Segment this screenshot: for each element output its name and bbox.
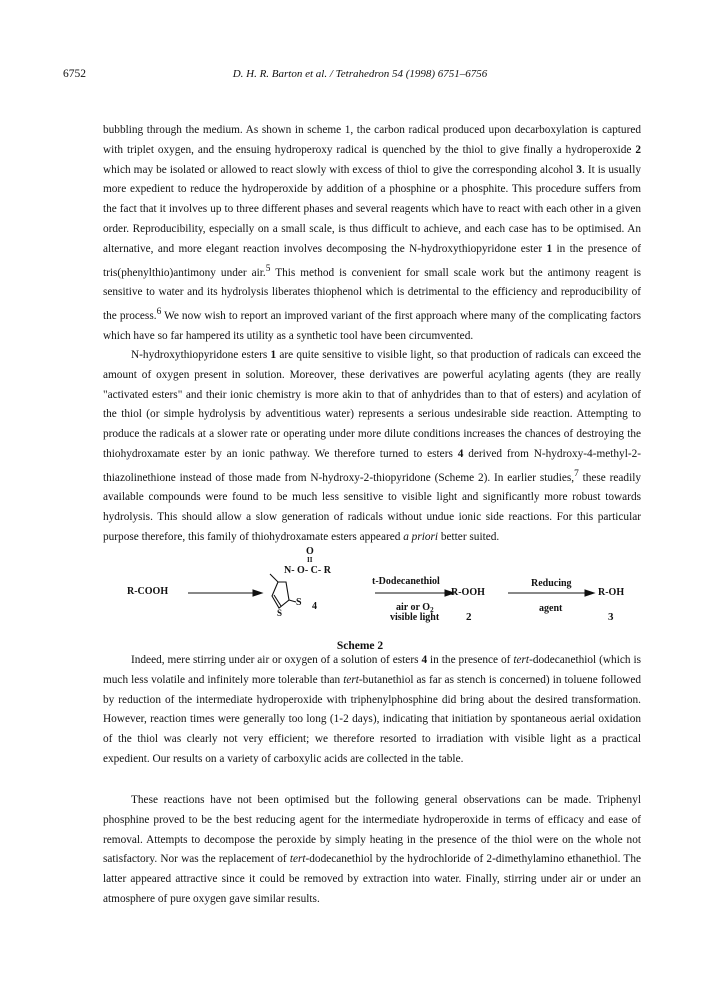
text: are quite sensitive to visible light, so that production of radicals can exceed the amount of oxygen present in solution. Moreover, these derivatives are powerful acylating agents (they are really "activated esters" and their ionic chemistry is more akin to that of anhydrides than to that of esters) and acylation of the thiol (or simple hydrolysis by adventitious water) represents a serious undesirable side reaction. Attempting to produce the radicals at a slower rate or operating under more dilute conditions increases the chances of destroying the thiohydroxamate ester by an ionic pathway. We therefore turned to esters bbox=[103, 349, 641, 460]
running-head: D. H. R. Barton et al. / Tetrahedron 54 (1998) 6751–6756 bbox=[232, 68, 488, 80]
reference-marker: 7 bbox=[574, 468, 579, 479]
ester-chain: N- O- C- R bbox=[284, 565, 331, 576]
text: better suited. bbox=[438, 530, 500, 543]
paragraph-4 bbox=[103, 791, 641, 910]
compound-number: 1 bbox=[546, 242, 553, 255]
text: derived from N-hydroxy-4-methyl-2-thiazolinethione instead of those made from N-hydroxy-2-thiopyridone (Scheme 2). In earlier studies, bbox=[103, 447, 641, 484]
compound-number: 2 bbox=[635, 143, 641, 156]
text: in the presence of tris(phenylthio)antimony under air. bbox=[103, 242, 641, 279]
text: This method is convenient for small scale work but the antimony reagent is sensitive to water and its hydrolysis liberates thiophenol which is detrimental to the efficiency and reproducibility of the process. bbox=[103, 266, 642, 322]
thiazoline-ring bbox=[270, 574, 296, 608]
paragraph-1 bbox=[103, 121, 641, 346]
text: -dodecanethiol by the hydrochloride of 2-dimethylamino ethanethiol. The latter appeared attractive since it could be removed by extraction into water. Finally, stirring under air or under an atmosphere of pure oxygen gave similar results. bbox=[103, 853, 641, 905]
text: bubbling through the medium. As shown in scheme 1, the carbon radical produced upon decarboxylation is captured with triplet oxygen, and the ensuing hydroperoxy radical is quenched by the thiol to give finally a hydroperoxide bbox=[103, 124, 641, 156]
text: -butanethiol as far as stench is concerned) in toluene followed by reduction of the intermediate hydroperoxide with triphenylphosphine did bring about the desired transformation. However, reaction times were generally too long (1-2 days), indicating that initiation by spontaneous aerial oxidation of the thiol was clearly not very efficient; we therefore resorted to irradiation with visible light as a practical expedient. Our results on a variety of carboxylic acids are collected in the table. bbox=[103, 673, 641, 765]
compound-number: 1 bbox=[270, 349, 277, 361]
text: Indeed, mere stirring under air or oxygen of a solution of esters bbox=[131, 654, 422, 666]
compound-number-4: 4 bbox=[312, 601, 317, 612]
reagent-thiol: t-Dodecanethiol bbox=[372, 576, 440, 587]
text: . It is usually more expedient to reduce the hydroperoxide by addition of a phosphine or a phosphite. This procedure suffers from the fact that it involves up to three different phases and several reagents which have to react with each other in a given order. Reproducibility, especially on a small scale, is thus difficult to achieve, and each case has to be optimised. An alternative, and more elegant reaction involves decomposing the N-hydroxythiopyridone ester bbox=[103, 163, 641, 255]
compound-number: 4 bbox=[457, 447, 464, 460]
paragraph-2 bbox=[103, 346, 641, 548]
compound-number-3: 3 bbox=[608, 611, 614, 623]
text: We now wish to report an improved variant of the first approach where many of the complicating factors which have so far hampered its utility as a synthetic tool have been circumvented. bbox=[103, 309, 641, 342]
italic-text: tert bbox=[343, 673, 359, 686]
text: which may be isolated or allowed to react slowly with excess of thiol to give the corresponding alcohol bbox=[103, 163, 577, 176]
italic-text: tert bbox=[289, 853, 306, 866]
thione-sulfur: S bbox=[296, 597, 302, 608]
text: These reactions have not been optimised but the following general observations can be made. Triphenyl phosphine proved to be the best reducing agent for the intermediate hydroperoxide in terms of efficacy and ease of removal. Attempts to decompose the peroxide by simply heating in the presence of the thiol were on the whole not satisfactory. Nor was the replacement of bbox=[103, 794, 641, 866]
reducing-label: Reducing bbox=[531, 578, 572, 589]
compound-number: 3 bbox=[576, 163, 582, 176]
scheme-title: Scheme 2 bbox=[336, 640, 384, 652]
compound-number-2: 2 bbox=[466, 611, 472, 623]
scheme-2 bbox=[0, 546, 720, 646]
reference-marker: 5 bbox=[265, 263, 271, 274]
reagent-air: air or $O_2$ bbox=[396, 602, 434, 614]
agent-label: agent bbox=[539, 603, 563, 614]
carbonyl-oxygen: O bbox=[306, 546, 314, 557]
compound-number: 4 bbox=[421, 654, 428, 666]
paragraph-3 bbox=[103, 651, 641, 770]
italic-text: a priori bbox=[403, 530, 439, 543]
product-label: R-OH bbox=[598, 587, 625, 598]
page-number: 6752 bbox=[63, 68, 86, 80]
text: in the presence of bbox=[427, 654, 514, 666]
double-bond-mark: II bbox=[307, 556, 313, 564]
text: N-hydroxythiopyridone esters bbox=[131, 349, 271, 361]
ring-sulfur: S bbox=[277, 608, 283, 618]
text: these readily available compounds were found to be much less sensitive to visible light and significantly more robust towards hydrolysis. This should allow a slow generation of radicals without undue ionic side reactions. For this particular purpose therefore, this family of thiohydroxamate esters appeared bbox=[103, 471, 641, 543]
reference-marker: 6 bbox=[156, 306, 162, 317]
intermediate-label: R-OOH bbox=[451, 587, 485, 598]
reactant-label: R-COOH bbox=[127, 586, 169, 597]
reagent-light: visible light bbox=[390, 612, 440, 623]
text: -dodecanethiol (which is much less volatile and infinitely more tolerable than bbox=[103, 654, 641, 686]
italic-text: tert bbox=[513, 654, 530, 666]
